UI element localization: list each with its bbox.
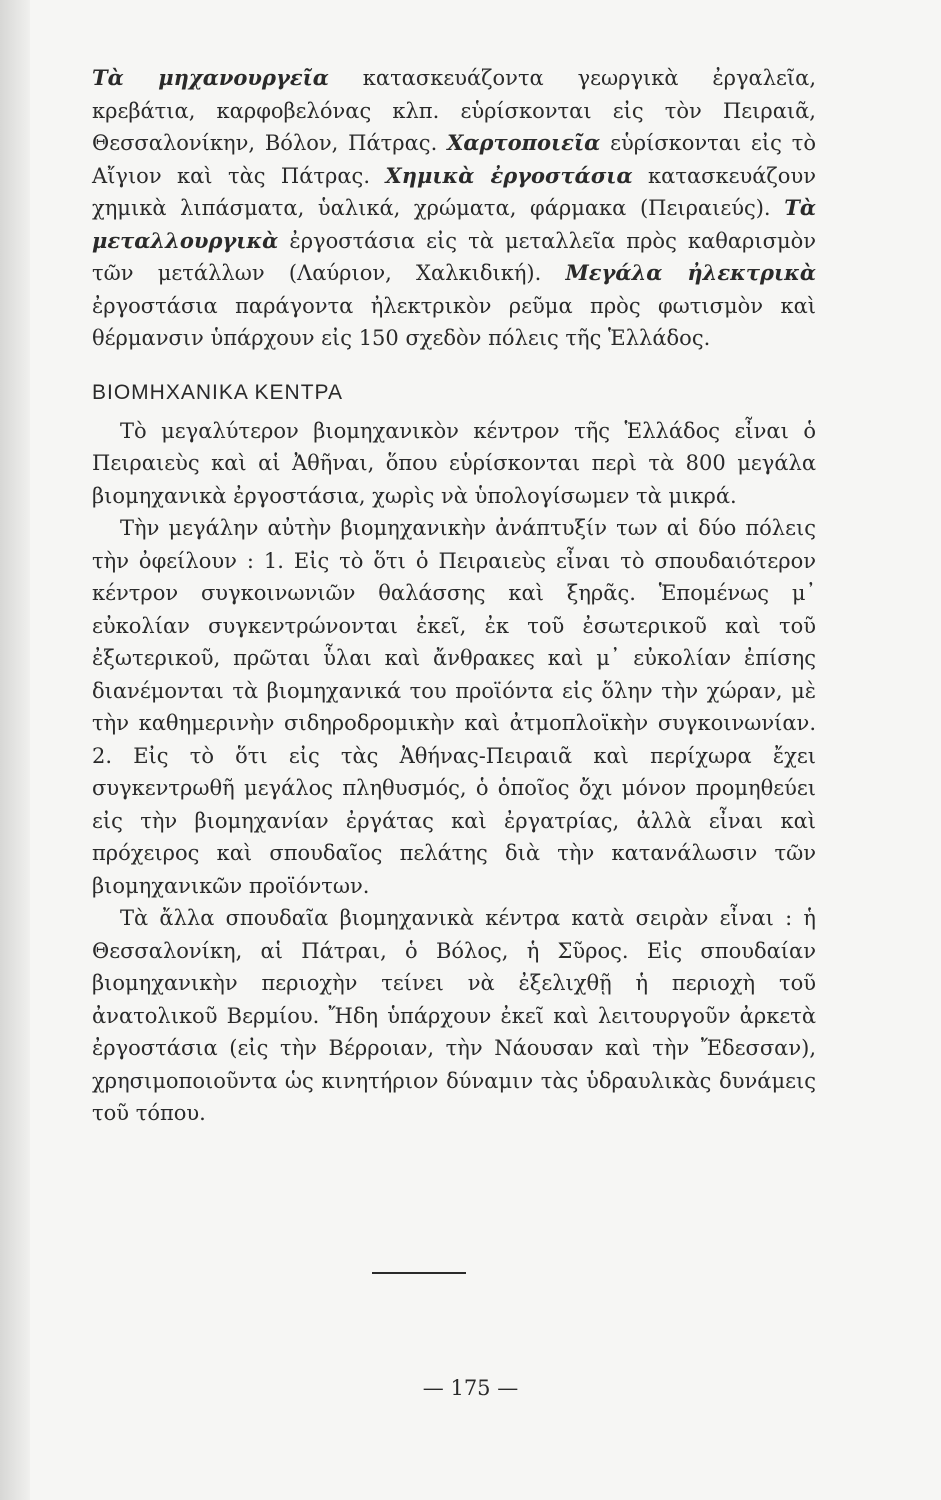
term-metallurgical: Τὰ μεταλλουργικὰ	[92, 195, 816, 253]
intro-paragraph	[92, 62, 816, 355]
intro-text-5: ἐργοστάσια παράγοντα ἠλεκτρικὸν ρεῦμα πρὸς φωτισμὸν καὶ θέρμανσιν ὑπάρχουν εἰς 150 σχεδὸν πόλεις τῆς Ἑλλάδος.	[92, 293, 816, 350]
intro-text-2: εὑρίσκονται εἰς τὸ Αἴγιον καὶ τὰς Πάτρας.	[92, 131, 816, 188]
intro-text-3: κατασκευάζουν χημικὰ λιπάσματα, ὑαλικά, χρώματα, φάρμακα (Πειραιεύς).	[92, 163, 816, 220]
section-heading: ΒΙΟΜΗΧΑΝΙΚΑ ΚΕΝΤΡΑ	[92, 380, 343, 404]
section-paragraph-2: Τὴν μεγάλην αὐτὴν βιομηχανικὴν ἀνάπτυξίν των αἱ δύο πόλεις τὴν ὀφείλουν : 1. Εἰς τὸ ὅτι ὁ Πειραιεὺς εἶναι τὸ σπουδαιότερον κέντρον συγκοινωνιῶν θαλάσσης καὶ ξηρᾶς. Ἑπομένως μ᾿ εὐκολίαν συγκεντρώνονται ἐκεῖ, ἐκ τοῦ ἐσωτερικοῦ καὶ τοῦ ἐξωτερικοῦ, πρῶται ὗλαι καὶ ἄνθρακες καὶ μ᾿ εὐκολίαν ἐπίσης διανέμονται τὰ βιομηχανικά του προϊόντα εἰς ὅλην τὴν χώραν, μὲ τὴν καθημερινὴν σιδηροδρομικὴν καὶ ἀτμοπλοϊκὴν συγκοινωνίαν. 2. Εἰς τὸ ὅτι εἰς τὰς Ἀθήνας-Πειραιᾶ καὶ περίχωρα ἔχει συγκεντρωθῆ μεγάλος πληθυσμός, ὁ ὁποῖος ὄχι μόνον προμηθεύει εἰς τὴν βιομηχανίαν ἐργάτας καὶ ἐργατρίας, ἀλλὰ εἶναι καὶ πρόχειρος καὶ σπουδαῖος πελάτης διὰ τὴν κατανάλωσιν τῶν βιομηχανικῶν προϊόντων.	[92, 516, 816, 898]
closing-rule	[372, 1272, 466, 1274]
page-number: — 175 —	[422, 1376, 519, 1400]
intro-text-4: ἐργοστάσια εἰς τὰ μεταλλεῖα πρὸς καθαρισμὸν τῶν μετάλλων (Λαύριον, Χαλκιδική).	[92, 228, 816, 285]
term-electric-plants: Μεγάλα ἠλεκτρικὰ	[565, 260, 817, 285]
intro-text-1: κατασκευάζοντα γεωργικὰ ἐργαλεῖα, κρεβάτια, καρφοβελόνας κλπ. εὑρίσκονται εἰς τὸν Πειραιᾶ, Θεσσαλονίκην, Βόλον, Πάτρας.	[92, 66, 817, 155]
section-paragraph-3: Τὰ ἄλλα σπουδαῖα βιομηχανικὰ κέντρα κατὰ σειρὰν εἶναι : ἡ Θεσσαλονίκη, αἱ Πάτραι, ὁ Βόλος, ἡ Σῦρος. Εἰς σπουδαίαν βιομηχανικὴν περιοχὴν τείνει νὰ ἐξελιχθῇ ἡ περιοχὴ τοῦ ἀνατολικοῦ Βερμίου. Ἤδη ὑπάρχουν ἐκεῖ καὶ λειτουργοῦν ἀρκετὰ ἐργοστάσια (εἰς τὴν Βέρροιαν, τὴν Νάουσαν καὶ τὴν Ἔδεσσαν), χρησιμοποιοῦντα ὡς κινητήριον δύναμιν τὰς ὑδραυλικὰς δυνάμεις τοῦ τόπου.	[92, 906, 816, 1125]
section-paragraph-1: Τὸ μεγαλύτερον βιομηχανικὸν κέντρον τῆς Ἑλλάδος εἶναι ὁ Πειραιεὺς καὶ αἱ Ἀθῆναι, ὅπου εὑρίσκονται περὶ τὰ 800 μεγάλα βιομηχανικὰ ἐργοστάσια, χωρὶς νὰ ὑπολογίσωμεν τὰ μικρά.	[92, 418, 816, 508]
book-spine-shadow	[0, 0, 30, 1500]
page-body	[92, 62, 816, 1130]
term-machine-shops: Τὰ μηχανουργεῖα	[92, 65, 329, 90]
term-chemical-factories: Χημικὰ ἐργοστάσια	[385, 162, 633, 188]
term-paper-mills: Χαρτοποιεῖα	[447, 130, 601, 155]
